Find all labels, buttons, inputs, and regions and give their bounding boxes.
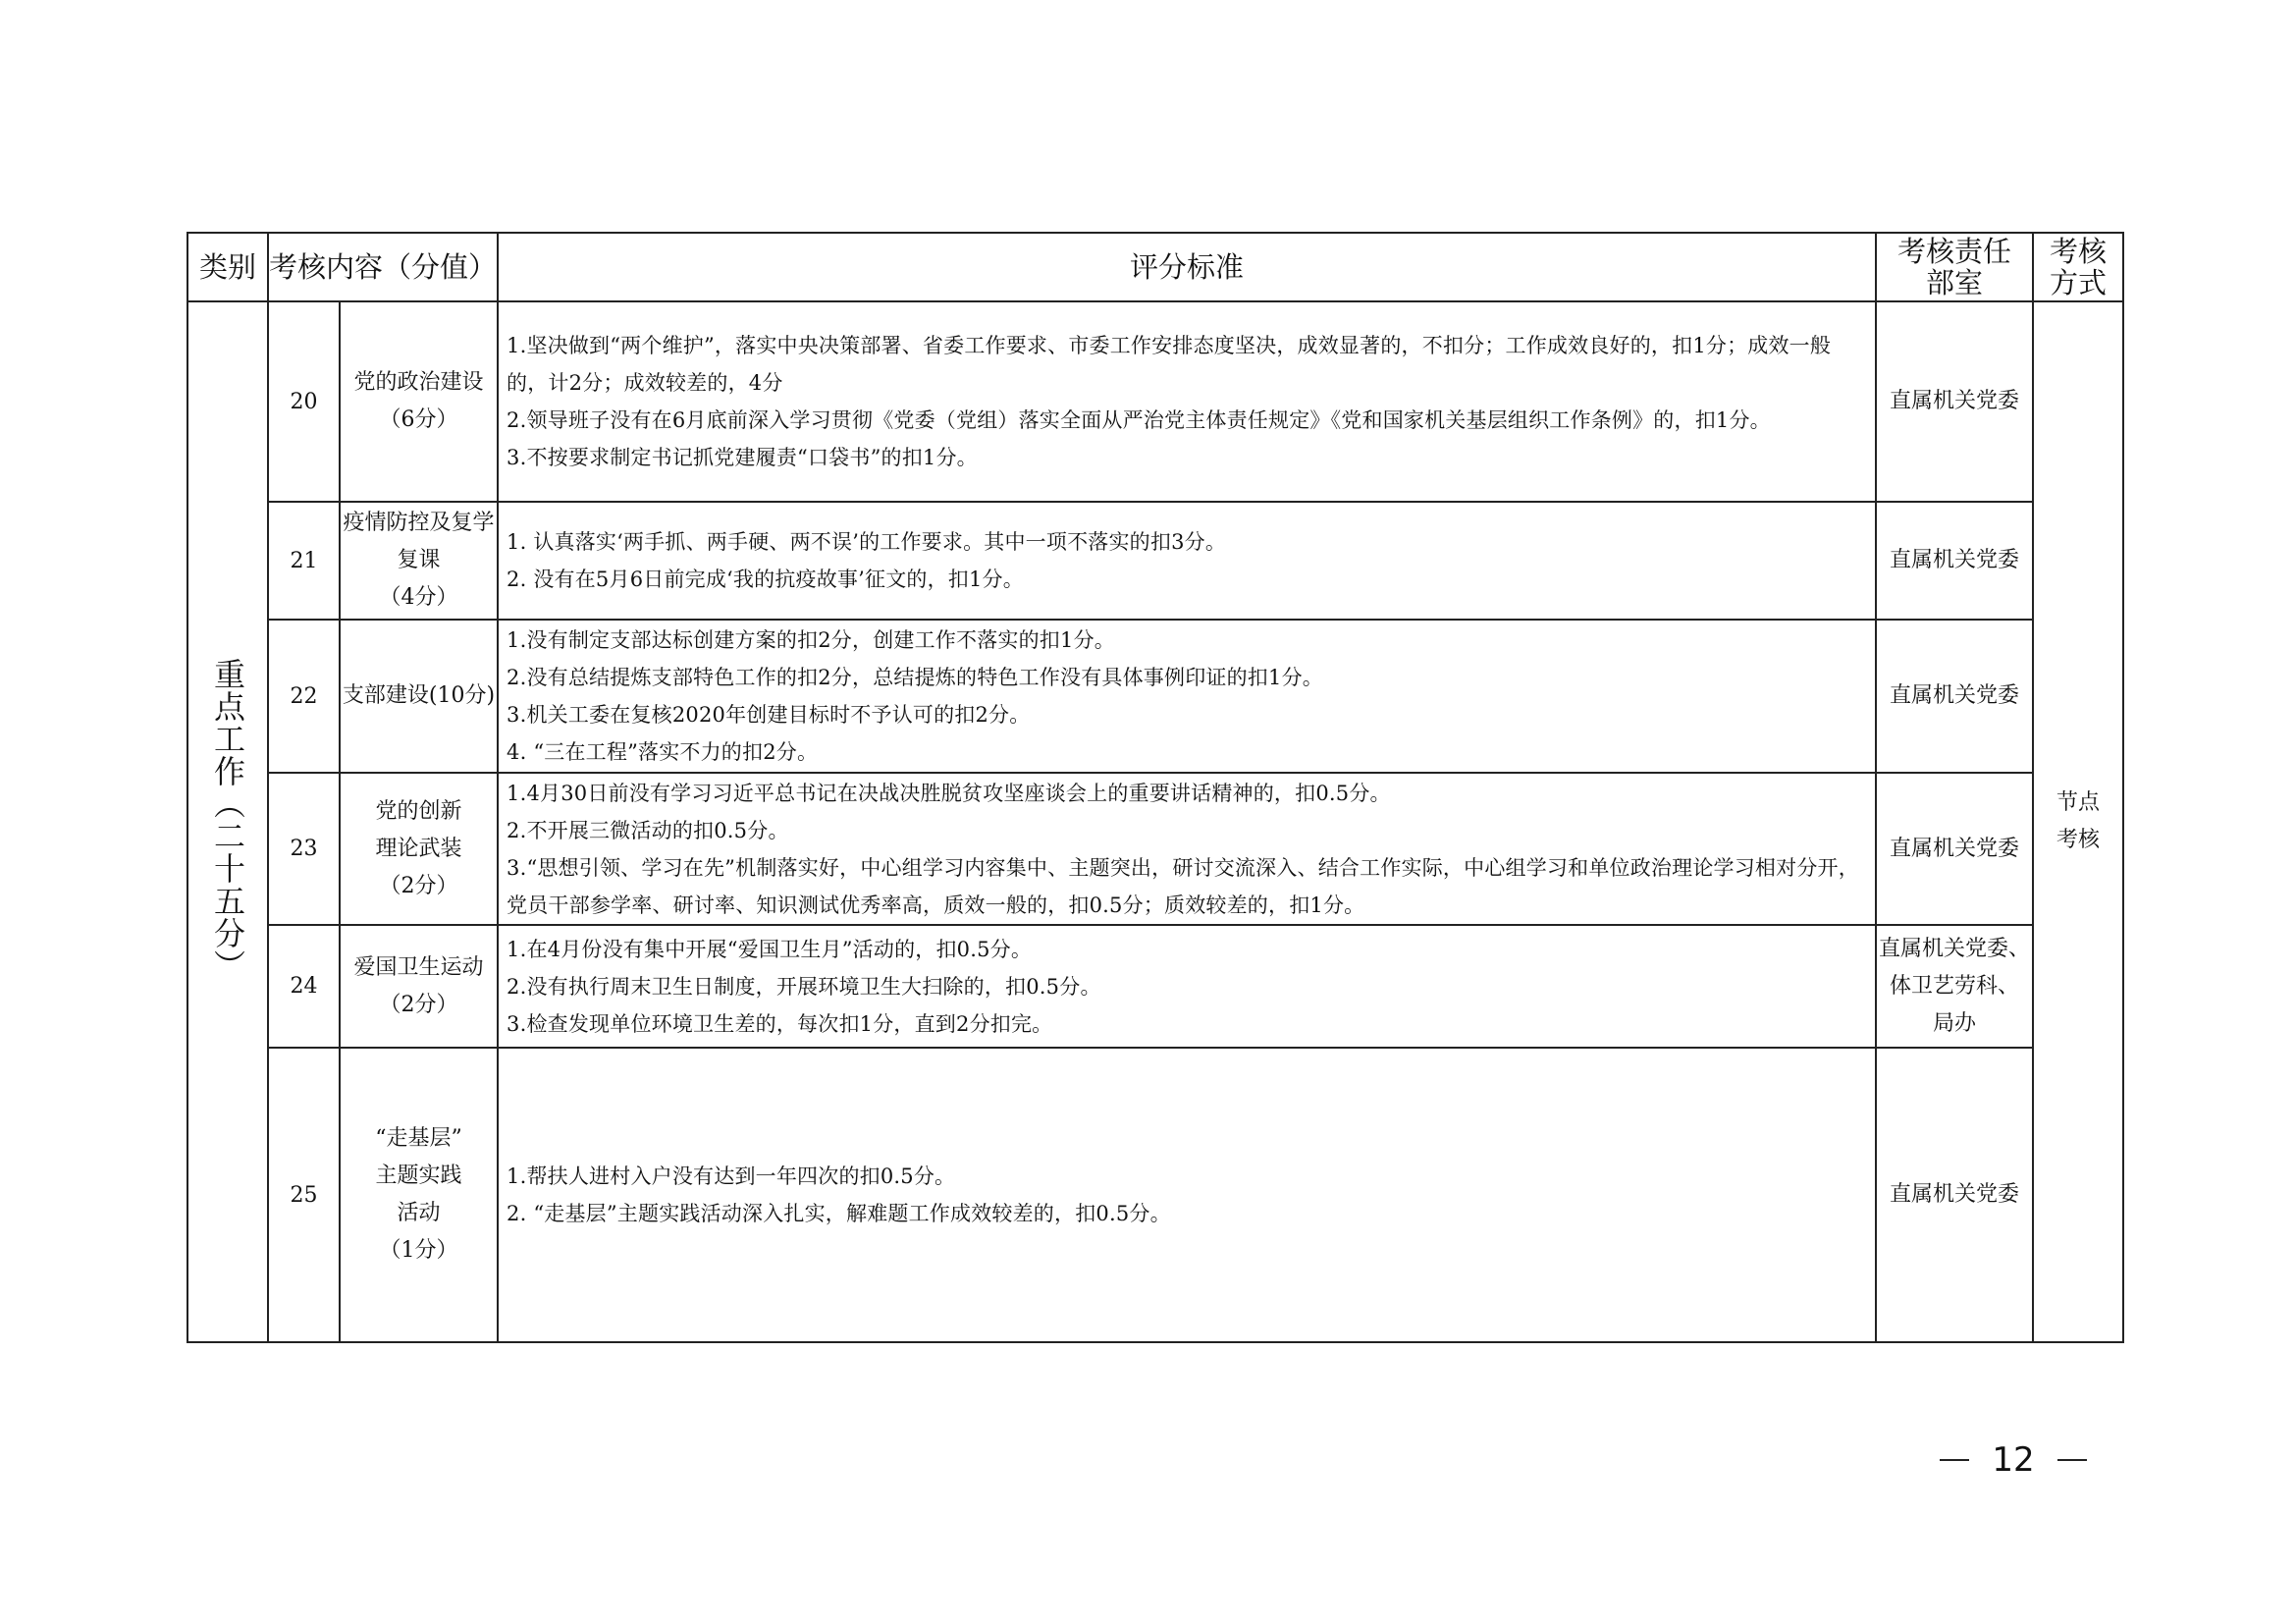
criteria-line: 1.在4月份没有集中开展“爱国卫生月”活动的，扣0.5分。: [507, 937, 1033, 961]
dept-cell: [1876, 502, 2033, 620]
criteria-line: 3.“思想引领、学习在先”机制落实好，中心组学习内容集中、主题突出，研讨交流深入、结合工作实际，中心组学习和单位政治理论学习相对分开，党员干部参学率、研讨率、知识测试优秀率高，质效一般的，扣0.5分；质效较差的，扣1分。: [507, 855, 1859, 917]
row-number: 24: [268, 925, 340, 1048]
dept-line: 直属机关党委: [1890, 548, 2020, 572]
table-row: [187, 620, 2123, 773]
criteria-line: 2. “走基层”主题实践活动深入扎实，解难题工作成效较差的，扣0.5分。: [507, 1202, 1171, 1225]
header-dept: [1876, 233, 2033, 301]
dept-line: 局办: [1933, 1010, 1977, 1036]
header-dept-line2: 部室: [1926, 266, 1984, 299]
dept-line: 直属机关党委: [1890, 683, 2020, 708]
page-number: [1940, 1435, 2087, 1485]
criteria-line: 1. 认真落实‘两手抓、两手硬、两不误’的工作要求。其中一项不落实的扣3分。: [507, 530, 1227, 554]
item-cell: [340, 773, 498, 925]
dept-line: 直属机关党委、: [1879, 936, 2031, 961]
header-row: [187, 233, 2123, 301]
dept-line: 直属机关党委: [1890, 1182, 2020, 1207]
item-line: （6分）: [379, 407, 458, 432]
item-line: 爱国卫生运动: [353, 954, 484, 980]
criteria-line: 3.不按要求制定书记抓党建履责“口袋书”的扣1分。: [507, 446, 978, 469]
header-criteria: 评分标准: [498, 233, 1876, 301]
criteria-line: 3.检查发现单位环境卫生差的，每次扣1分，直到2分扣完。: [507, 1011, 1053, 1036]
criteria-line: 1.没有制定支部达标创建方案的扣2分，创建工作不落实的扣1分。: [507, 628, 1115, 652]
item-line: （2分）: [379, 873, 458, 898]
dept-line: 体卫艺劳科、: [1890, 973, 2020, 999]
item-line: （1分）: [379, 1238, 458, 1263]
criteria-line: 2. 没有在5月6日前完成‘我的抗疫故事’征文的，扣1分。: [507, 568, 1024, 591]
item-cell: [340, 502, 498, 620]
dept-line: 直属机关党委: [1890, 389, 2020, 413]
table-row: [187, 1048, 2123, 1342]
criteria-cell: [498, 773, 1876, 925]
row-number: 22: [268, 620, 340, 773]
item-line: 主题实践: [375, 1164, 462, 1188]
row-number: 23: [268, 773, 340, 925]
header-method-line2: 方式: [2050, 266, 2108, 299]
header-dept-line1: 考核责任: [1897, 235, 2012, 268]
table-row: [187, 502, 2123, 620]
criteria-line: 3.机关工委在复核2020年创建目标时不予认可的扣2分。: [507, 703, 1031, 727]
item-line: （2分）: [379, 992, 458, 1017]
table-row: [187, 301, 2123, 502]
item-line: 党的政治建设: [353, 370, 484, 395]
criteria-line: 1.坚决做到“两个维护”，落实中央决策部署、省委工作要求、市委工作安排态度坚决，成效显著的，不扣分；工作成效良好的，扣1分；成效一般的，计2分；成效较差的，4分: [507, 334, 1832, 395]
dept-cell: [1876, 1048, 2033, 1342]
category-cell: [187, 301, 268, 1342]
item-cell: [340, 620, 498, 773]
criteria-line: 1.帮扶人进村入户没有达到一年四次的扣0.5分。: [507, 1164, 956, 1188]
item-line: 党的创新: [375, 798, 462, 824]
header-method: [2033, 233, 2123, 301]
item-cell: [340, 925, 498, 1048]
criteria-line: 2.领导班子没有在6月底前深入学习贯彻《党委（党组）落实全面从严治党主体责任规定》《党和国家机关基层组织工作条例》的，扣1分。: [507, 408, 1771, 432]
header-content: 考核内容（分值）: [268, 233, 498, 301]
page-number-value: 12: [1992, 1440, 2035, 1480]
row-number: 20: [268, 301, 340, 502]
row-number: 21: [268, 502, 340, 620]
method-line: 节点: [2056, 790, 2101, 815]
item-line: 活动: [397, 1201, 441, 1225]
criteria-cell: [498, 502, 1876, 620]
criteria-line: 2.没有执行周末卫生日制度，开展环境卫生大扫除的，扣0.5分。: [507, 974, 1101, 999]
dept-cell: [1876, 620, 2033, 773]
method-cell: [2033, 301, 2123, 1342]
criteria-line: 2.没有总结提炼支部特色工作的扣2分，总结提炼的特色工作没有具体事例印证的扣1分。: [507, 666, 1323, 689]
criteria-cell: [498, 1048, 1876, 1342]
header-method-line1: 考核: [2050, 235, 2108, 268]
item-cell: [340, 1048, 498, 1342]
item-line: 复课: [397, 548, 441, 572]
item-cell: [340, 301, 498, 502]
criteria-line: 2.不开展三微活动的扣0.5分。: [507, 818, 789, 842]
criteria-line: 1.4月30日前没有学习习近平总书记在决战决胜脱贫攻坚座谈会上的重要讲话精神的，扣0.5分。: [507, 781, 1391, 805]
item-line: （4分）: [379, 585, 458, 610]
dept-line: 直属机关党委: [1890, 836, 2020, 861]
criteria-line: 4. “三在工程”落实不力的扣2分。: [507, 740, 819, 764]
page-dash-left: [1940, 1459, 1969, 1461]
criteria-cell: [498, 925, 1876, 1048]
table-row: [187, 773, 2123, 925]
item-line: 疫情防控及复学: [343, 511, 495, 535]
criteria-cell: [498, 301, 1876, 502]
row-number: 25: [268, 1048, 340, 1342]
criteria-cell: [498, 620, 1876, 773]
item-line: 理论武装: [375, 836, 462, 861]
dept-cell: [1876, 925, 2033, 1048]
assessment-table: [187, 232, 2124, 1343]
dept-cell: [1876, 773, 2033, 925]
table-row: [187, 925, 2123, 1048]
dept-cell: [1876, 301, 2033, 502]
method-line: 考核: [2056, 828, 2101, 852]
category-label: 重点工作（二十五分）: [209, 658, 246, 982]
item-line: 支部建设(10分): [342, 683, 496, 708]
page-dash-right: [2057, 1459, 2087, 1461]
item-line: “走基层”: [375, 1126, 462, 1151]
header-category: 类别: [187, 233, 268, 301]
